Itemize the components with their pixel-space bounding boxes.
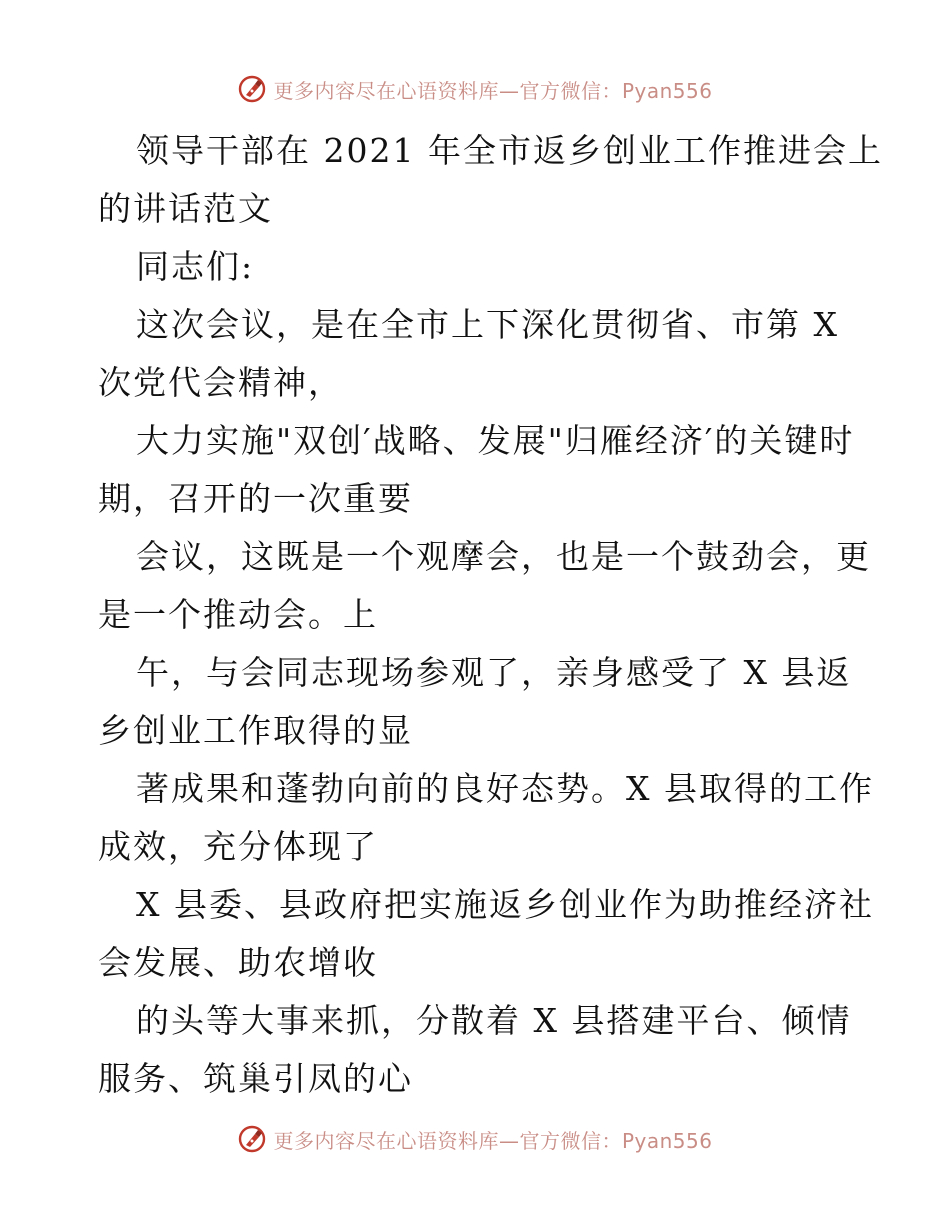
paragraph-line: 次党代会精神， xyxy=(98,363,343,402)
watermark-header xyxy=(0,72,950,106)
paragraph xyxy=(98,644,858,760)
paragraph-line: 这次会议，是在全市上下深化贯彻省、市第 X xyxy=(136,305,839,344)
paragraph-line: 的头等大事来抓，分散着 X 县搭建平台、倾情 xyxy=(136,1001,852,1040)
watermark-text: 更多内容尽在心语资料库—官方微信：Pyan556 xyxy=(273,1128,713,1153)
paragraph xyxy=(98,296,858,412)
paragraph-line: 午，与会同志现场参观了，亲身感受了 X 县返 xyxy=(136,653,852,692)
paragraph xyxy=(98,528,871,644)
title-line: 的讲话范文 xyxy=(98,189,273,228)
pen-nib-logo-icon xyxy=(237,1124,267,1154)
paragraph-line: 是一个推动会。上 xyxy=(98,595,378,634)
paragraph-line: 成效，充分体现了 xyxy=(98,827,378,866)
paragraph xyxy=(98,412,858,528)
paragraph xyxy=(98,760,874,876)
paragraph-line: 大力实施"双创′战略、发展"归雁经济′的关键时 xyxy=(136,421,855,460)
watermark-footer xyxy=(0,1122,950,1156)
paragraph-line: 服务、筑巢引凤的心 xyxy=(98,1059,413,1098)
paragraph-line: 期，召开的一次重要 xyxy=(98,479,413,518)
paragraph-line: 会议，这既是一个观摩会，也是一个鼓劲会，更 xyxy=(136,537,871,576)
greeting xyxy=(98,238,858,296)
paragraph-line: 著成果和蓬勃向前的良好态势。X 县取得的工作 xyxy=(136,769,874,808)
paragraph-line: 会发展、助农增收 xyxy=(98,943,378,982)
paragraph-line: 同志们: xyxy=(136,247,255,286)
paragraph xyxy=(98,876,874,992)
paragraph-line: 乡创业工作取得的显 xyxy=(98,711,413,750)
title-line: 领导干部在 2021 年全市返乡创业工作推进会上 xyxy=(136,131,883,170)
document-body xyxy=(98,122,883,1108)
paragraph xyxy=(98,992,858,1108)
pen-nib-logo-icon xyxy=(237,74,267,104)
paragraph-line: X 县委、县政府把实施返乡创业作为助推经济社 xyxy=(136,885,874,924)
document-title xyxy=(98,122,883,238)
watermark-text: 更多内容尽在心语资料库—官方微信：Pyan556 xyxy=(273,78,713,103)
